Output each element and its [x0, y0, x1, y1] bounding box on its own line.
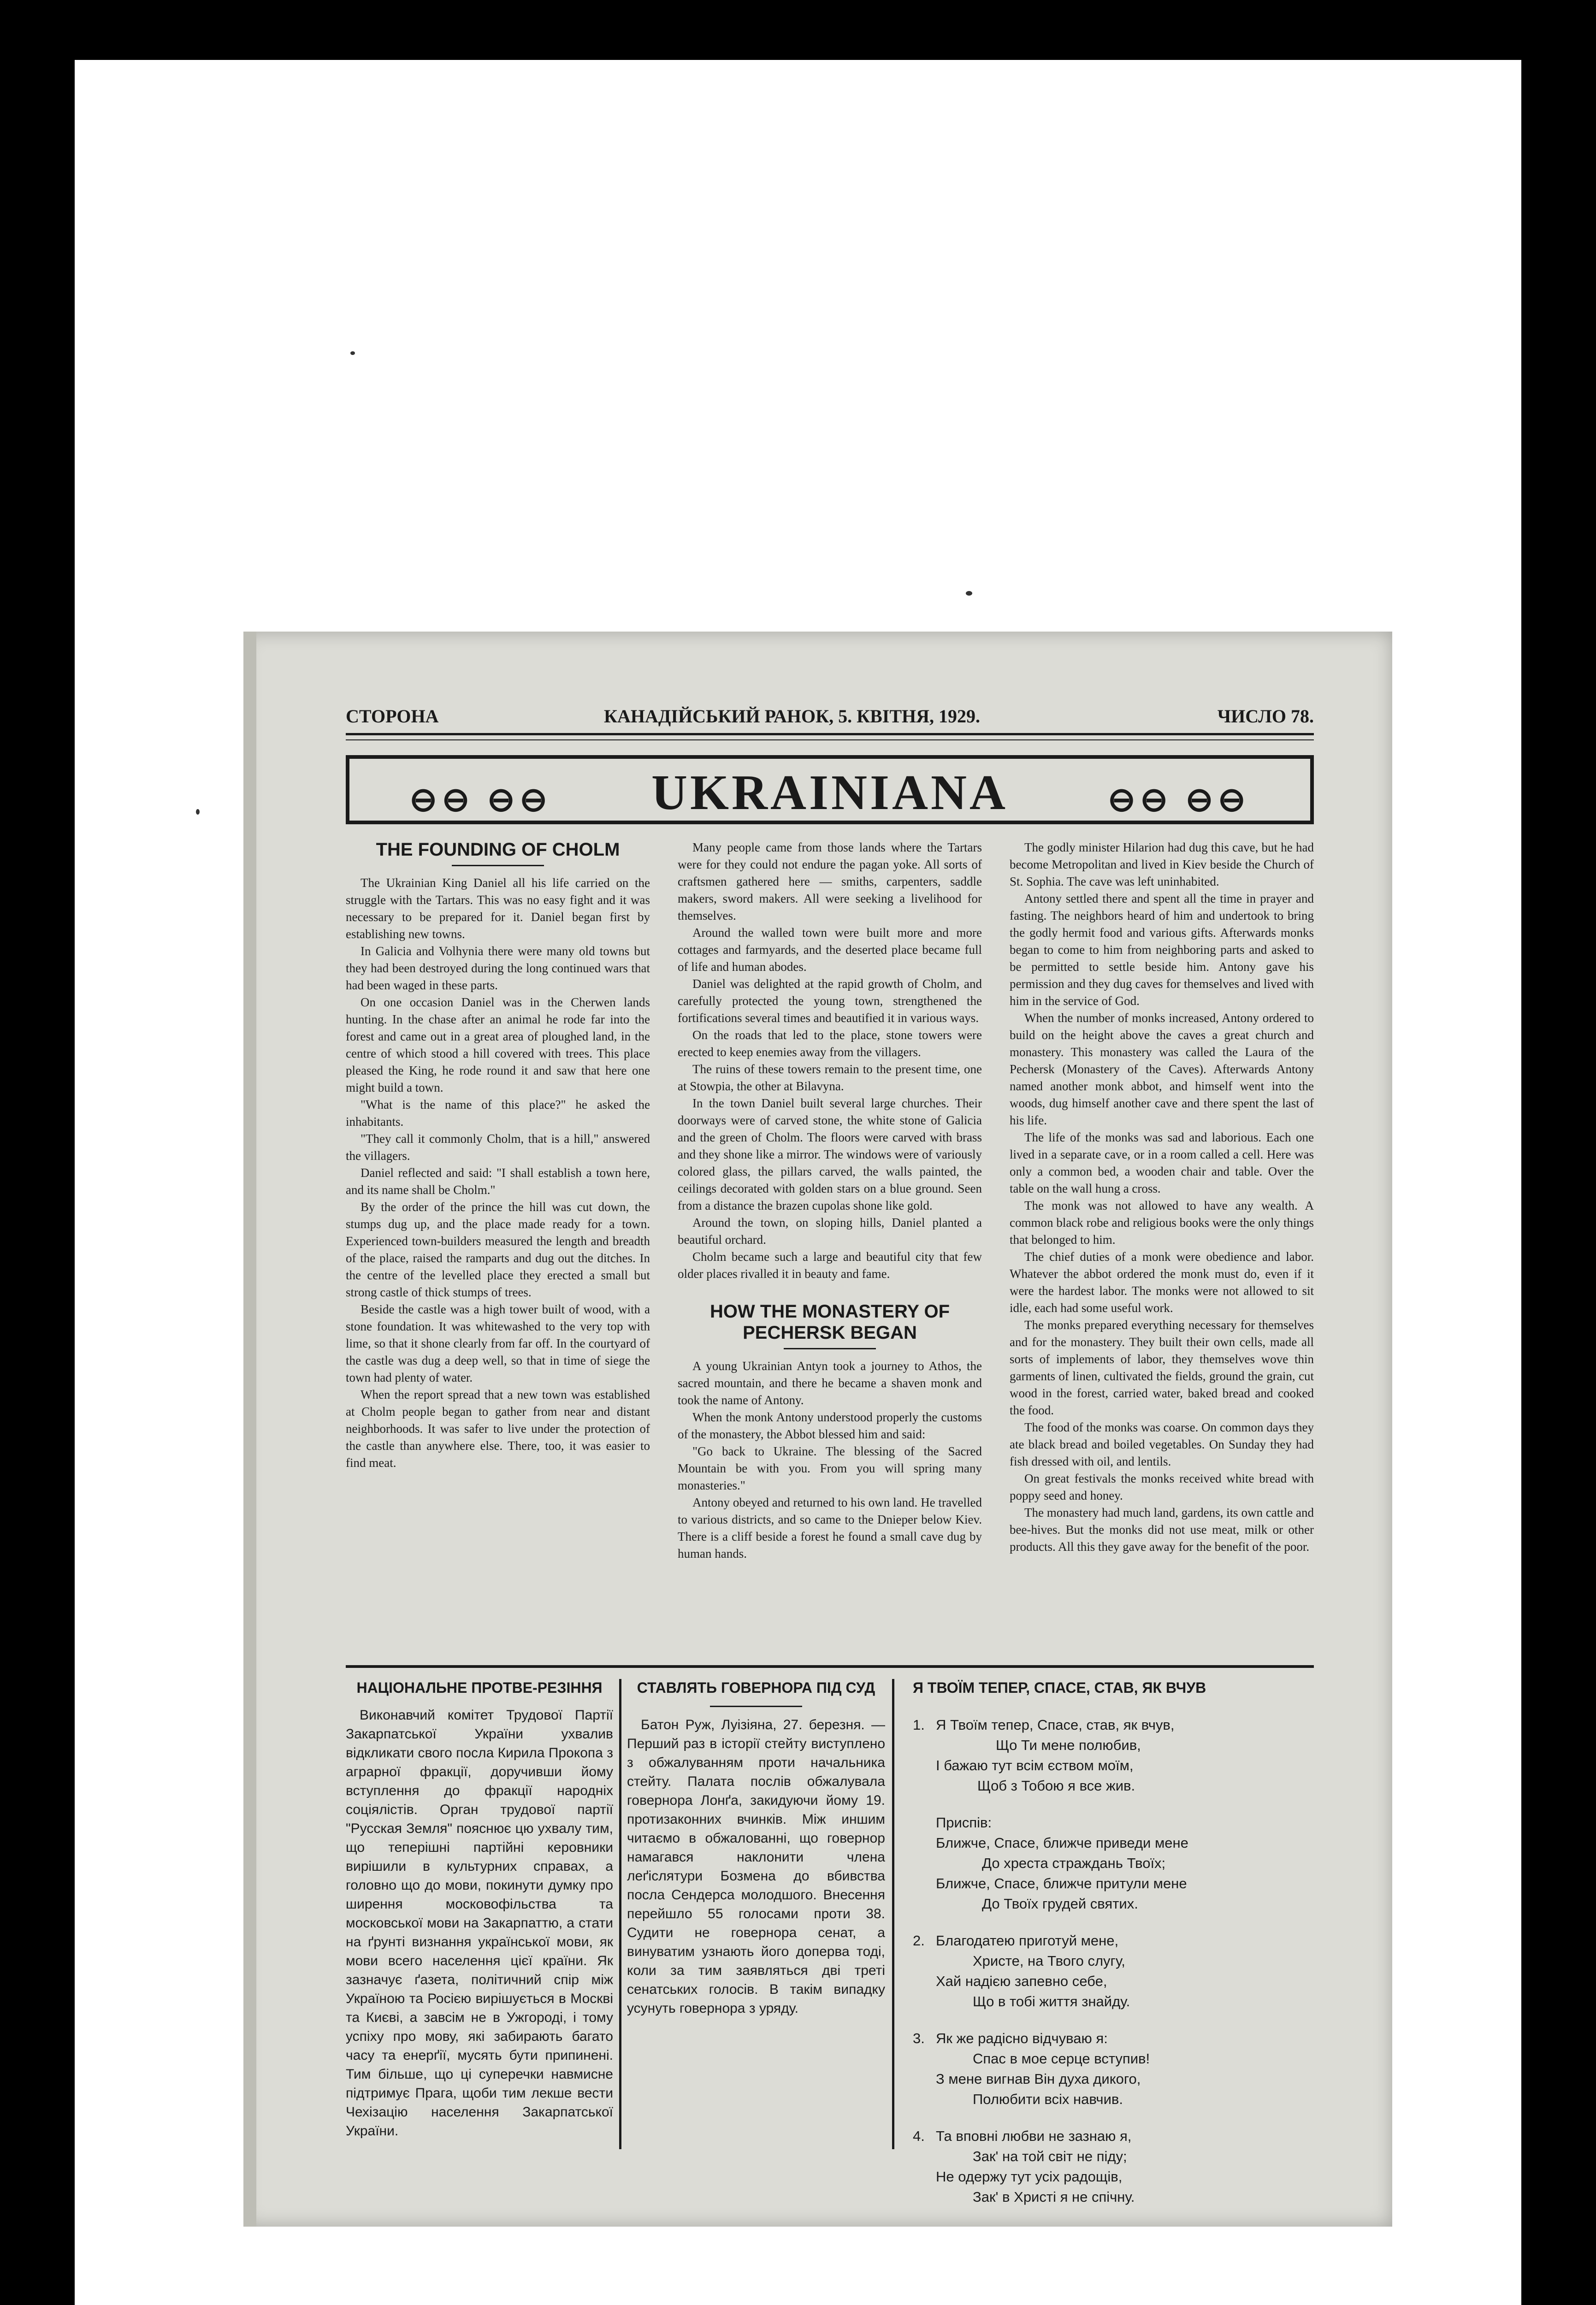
verse-number: 4. [913, 2128, 925, 2144]
header-issue-number: ЧИСЛО 78. [1217, 706, 1314, 727]
paragraph: Many people came from those lands where the Tartars were for they could not endure the pagan yoke. All sorts of craftsmen gathered here — smiths, carpenters, saddle makers, sword makers. All were seeking a livelihood for themselves. [678, 840, 982, 922]
verse-line: Хай надією запевно себе, [936, 1973, 1107, 1989]
verse-number: 1. [913, 1717, 925, 1733]
column-separator [892, 1679, 894, 2149]
article-column2 [678, 839, 982, 1562]
paragraph: Antony settled there and spent all the time in prayer and fasting. The neighbors heard of him and undertook to bring the godly hermit food and various gifts. Afterwards monks began to come to him from neighboring parts and asked to be permitted to settle beside him. Antony gave his permission and they dug caves for themselves and lived with him in the service of God. [1010, 892, 1314, 1008]
header-page-label: СТОРОНА [346, 706, 439, 727]
paragraph: Daniel was delighted at the rapid growth of Cholm, and carefully protected the young town, strengthened the fortifications several times and beautified it in various ways. [678, 977, 982, 1025]
paragraph: On great festivals the monks received white bread with poppy seed and honey. [1010, 1472, 1314, 1502]
page-header [346, 705, 1314, 728]
header-rule-thin [346, 739, 1314, 740]
hymn-verse [913, 2028, 1305, 2110]
verse-line: Та вповні любви не зазнаю я, [936, 2128, 1132, 2144]
paragraph: "They call it commonly Cholm, that is a hill," answered the villagers. [346, 1132, 650, 1163]
paragraph: In Galicia and Volhynia there were many old towns but they had been destroyed during the long continued wars that had been waged in these parts. [346, 944, 650, 992]
verse-line: Зак' в Христі я не спічну. [973, 2189, 1135, 2205]
paragraph: The chief duties of a monk were obedience and labor. Whatever the abbot ordered the monk must do, even if it were the hardest labor. The monks were not allowed to sit idle, each had some useful work. [1010, 1250, 1314, 1315]
title-rule [452, 865, 544, 866]
paragraph: The life of the monks was sad and laborious. Each one lived in a separate cave, or in a room called a cell. Here was only a common bed, a wooden chair and table. Over the table on the wall hung a cross. [1010, 1130, 1314, 1195]
paragraph: When the number of monks increased, Antony ordered to build on the height above the caves a great church and monastery. This monastery was called the Laura of the Pechersk (Monastery of the Caves). Afterwards Antony named another monk abbot, and himself went into the woods, dug himself another cave and there spent the last of his life. [1010, 1011, 1314, 1127]
paragraph: The monks prepared everything necessary for themselves and for the monastery. They built their own cells, made all sorts of implements of labor, they themselves wove thin garments of linen, cultivated the fields, ground the grain, cut wood in the forest, carried water, baked bread and cooked the food. [1010, 1318, 1314, 1417]
chorus-label: Приспів: [936, 1814, 992, 1831]
article-pechersk-title: HOW THE MONASTERY OF PECHERSK BEGAN [710, 1301, 950, 1343]
paragraph: In the town Daniel built several large churches. Their doorways were of carved stone, the white stone of Galicia and the green of Cholm. The floors were carved with brass and they shone like a mirror. The windows were of variously colored glass, the pillars carved, the walls painted, the ceilings decorated with golden stars on a blue ground. Seen from a distance the brazen cupolas shone like gold. [678, 1096, 982, 1212]
verse-number: 3. [913, 2030, 925, 2046]
paragraph: The ruins of these towers remain to the present time, one at Stowpia, the other at Bilavyna. [678, 1062, 982, 1093]
paragraph: "Go back to Ukraine. The blessing of the Sacred Mountain be with you. From you will spring many monasteries." [678, 1444, 982, 1492]
header-masthead: КАНАДІЙСЬКИЙ РАНОК, 5. КВІТНЯ, 1929. [604, 706, 981, 727]
article-governor-column [627, 1679, 885, 2149]
article-pechersk-column3 [1010, 839, 1314, 1555]
verse-line: Що Ти мене полюбив, [996, 1737, 1141, 1753]
paragraph: On one occasion Daniel was in the Cherwen lands hunting. In the chase after an animal he rode far into the forest and came out in a great area of ploughed land, in the centre of which stood a hill covered with trees. This place pleased the King, he rode round it and saw that here one might build a town. [346, 995, 650, 1094]
verse-line: Що в тобі життя знайду. [973, 1993, 1130, 2009]
verse-line: Не одержу тут усіх радощів, [936, 2169, 1123, 2185]
page-edge [243, 632, 256, 2227]
paragraph: Виконавчий комітет Трудової Партії Закарпатської України ухвалив відкликати свого посла Кирила Прокопа з аграрної фракції, доручивши йому вступлення до фракції народніх соціялістів. Орган трудової партії "Русская Земля" пояснює цю ухвалу тим, що теперішні партійні керовники вирішили в культурних справах, а головно що до мови, покинути думку про ширення московофільства та московської мови на Закарпаттю, а стати на ґрунті визнання української мови, як мови всего населення цієї країни. Як зазначує ґазета, політичний спір між Україною та Росією вирішується в Москві та Києві, а завсім не в Ужгороді, і тому успіху про мову, які забирають багато часу та енерґії, мусять бути припинені. Тим більше, що ці суперечки навмисне підтримує Прага, щоби тим лекше вести Чехізацію населення Закарпатської України. [346, 1708, 613, 2139]
hymn-verse [913, 1931, 1305, 2012]
banner-ornament-right-icon: ⊖⊖ ⊖⊖ [1107, 781, 1250, 818]
paragraph: A young Ukrainian Antyn took a journey to Athos, the sacred mountain, and there he became a shaven monk and took the name of Antony. [678, 1359, 982, 1407]
article-national-column [346, 1679, 613, 2149]
newspaper-page [243, 632, 1392, 2227]
verse-line: Я Твоїм тепер, Спасе, став, як вчув, [936, 1717, 1175, 1733]
scan-speck [350, 351, 355, 355]
hymn-verse [913, 2126, 1305, 2207]
paragraph: Around the town, on sloping hills, Daniel planted a beautiful orchard. [678, 1216, 982, 1247]
article-governor-title: СТАВЛЯТЬ ГОВЕРНОРА ПІД СУД [637, 1679, 875, 1696]
paragraph: Батон Руж, Луізіяна, 27. березня. — Перший раз в історії стейту виступлено з обжалуванням проти начальника стейту. Палата послів обжалувала говернора Лонґа, закидуючи йому 19. протизаконних вчинків. Між иншим читаємо в обжалованні, що говернор намагався наклонити члена леґіслятури Бозмена до вбивства посла Сендерса молодшого. Внесення перейшло 55 голосами проти 38. Судити не говернора сенат, а винуватим узнають його доперва тоді, коли за тим заявляться дві треті сенатських голосів. В такім випадку усунуть говернора з уряду. [627, 1717, 885, 2016]
paragraph: The food of the monks was coarse. On common days they ate black bread and boiled vegetables. On Sunday they had fish dressed with oil, and lentils. [1010, 1420, 1314, 1468]
verse-line: Христе, на Твого слугу, [973, 1953, 1125, 1969]
verse-number: 2. [913, 1933, 925, 1949]
paragraph: Beside the castle was a high tower built of wood, with a stone foundation. It was whitewashed to the very top with lime, so that it shone clearly from far off. In the courtyard of the castle was dug a deep well, so that in time of siege the town had plenty of water. [346, 1302, 650, 1384]
verse-line: Полюбити всіх навчив. [973, 2091, 1123, 2107]
chorus-line: Ближче, Спасе, ближче приведи мене [936, 1835, 1188, 1851]
hymn-section [913, 1679, 1305, 2207]
verse-line: Благодатею приготуй мене, [936, 1933, 1119, 1949]
article-cholm-title: THE FOUNDING OF CHOLM [376, 839, 620, 860]
title-rule [710, 1706, 802, 1707]
paragraph: Daniel reflected and said: "I shall establish a town here, and its name shall be Cholm." [346, 1166, 650, 1197]
chorus-line: Ближче, Спасе, ближче притули мене [936, 1875, 1187, 1891]
paragraph: The monk was not allowed to have any wealth. A common black robe and religious books were the only things that belonged to him. [1010, 1199, 1314, 1247]
hymn-chorus [913, 1813, 1305, 1914]
banner-title: UKRAINIANA [651, 765, 1009, 820]
paragraph: Around the walled town were built more and more cottages and farmyards, and the deserted place became full of life and human abodes. [678, 926, 982, 974]
paragraph: Cholm became such a large and beautiful city that few older places rivalled it in beauty and fame. [678, 1250, 982, 1281]
paragraph: Antony obeyed and returned to his own land. He travelled to various districts, and so came to the Dnieper below Kiev. There is a cliff beside a forest he found a small cave dug by human hands. [678, 1495, 982, 1560]
article-national-title: НАЦІОНАЛЬНЕ ПРОТВЕ-РЕЗІННЯ [356, 1679, 603, 1696]
paragraph: When the report spread that a new town was established at Cholm people began to gather from near and distant neighborhoods. It was safer to live under the protection of the castle than anywhere else. There, too, it was easier to find meat. [346, 1388, 650, 1470]
paragraph: The godly minister Hilarion had dug this cave, but he had become Metropolitan and lived in Kiev beside the Church of St. Sophia. The cave was left uninhabited. [1010, 840, 1314, 888]
paragraph: "What is the name of this place?" he asked the inhabitants. [346, 1098, 650, 1129]
paragraph: When the monk Antony understood properly the customs of the monastery, the Abbot blessed him and said: [678, 1410, 982, 1441]
article-cholm-column1 [346, 839, 650, 1472]
paragraph: On the roads that led to the place, stone towers were erected to keep enemies away from the villagers. [678, 1028, 982, 1059]
paragraph: By the order of the prince the hill was cut down, the stumps dug up, and the place made ready for a town. Experienced town-builders measured the length and breadth of the place, raised the ramparts and dug out the ditches. In the centre of the levelled place they erected a small but strong castle of thick stumps of trees. [346, 1200, 650, 1299]
hymn-title: Я ТВОЇМ ТЕПЕР, СПАСЕ, СТАВ, ЯК ВЧУВ [913, 1679, 1206, 1696]
header-rule [346, 733, 1314, 735]
verse-line: Зак' на той світ не піду; [973, 2148, 1127, 2164]
banner-ornament-left-icon: ⊖⊖ ⊖⊖ [409, 781, 552, 818]
paragraph: The Ukrainian King Daniel all his life carried on the struggle with the Tartars. This was no easy fight and it was necessary to be prepared for it. Daniel began first by establishing new towns. [346, 876, 650, 941]
verse-line: Щоб з Тобою я все жив. [977, 1778, 1135, 1794]
hymn-verse [913, 1715, 1305, 1796]
paragraph: The monastery had much land, gardens, its own cattle and bee-hives. But the monks did not use meat, milk or other products. All this they gave away for the benefit of the poor. [1010, 1506, 1314, 1554]
chorus-line: До хреста страждань Твоїх; [982, 1855, 1166, 1871]
ukrainiana-banner [346, 755, 1314, 824]
column-separator [619, 1679, 621, 2149]
scan-speck [966, 591, 972, 596]
verse-line: Спас в мое серце вступив! [973, 2051, 1150, 2067]
scan-speck [196, 809, 200, 815]
chorus-line: До Твоїх грудей святих. [982, 1896, 1138, 1912]
title-rule [784, 1348, 876, 1349]
verse-line: Як же радісно відчуваю я: [936, 2030, 1108, 2046]
verse-line: З мене вигнав Він духа дикого, [936, 2071, 1141, 2087]
verse-line: І бажаю тут всім єством моїм, [936, 1757, 1134, 1773]
section-divider [346, 1665, 1314, 1668]
